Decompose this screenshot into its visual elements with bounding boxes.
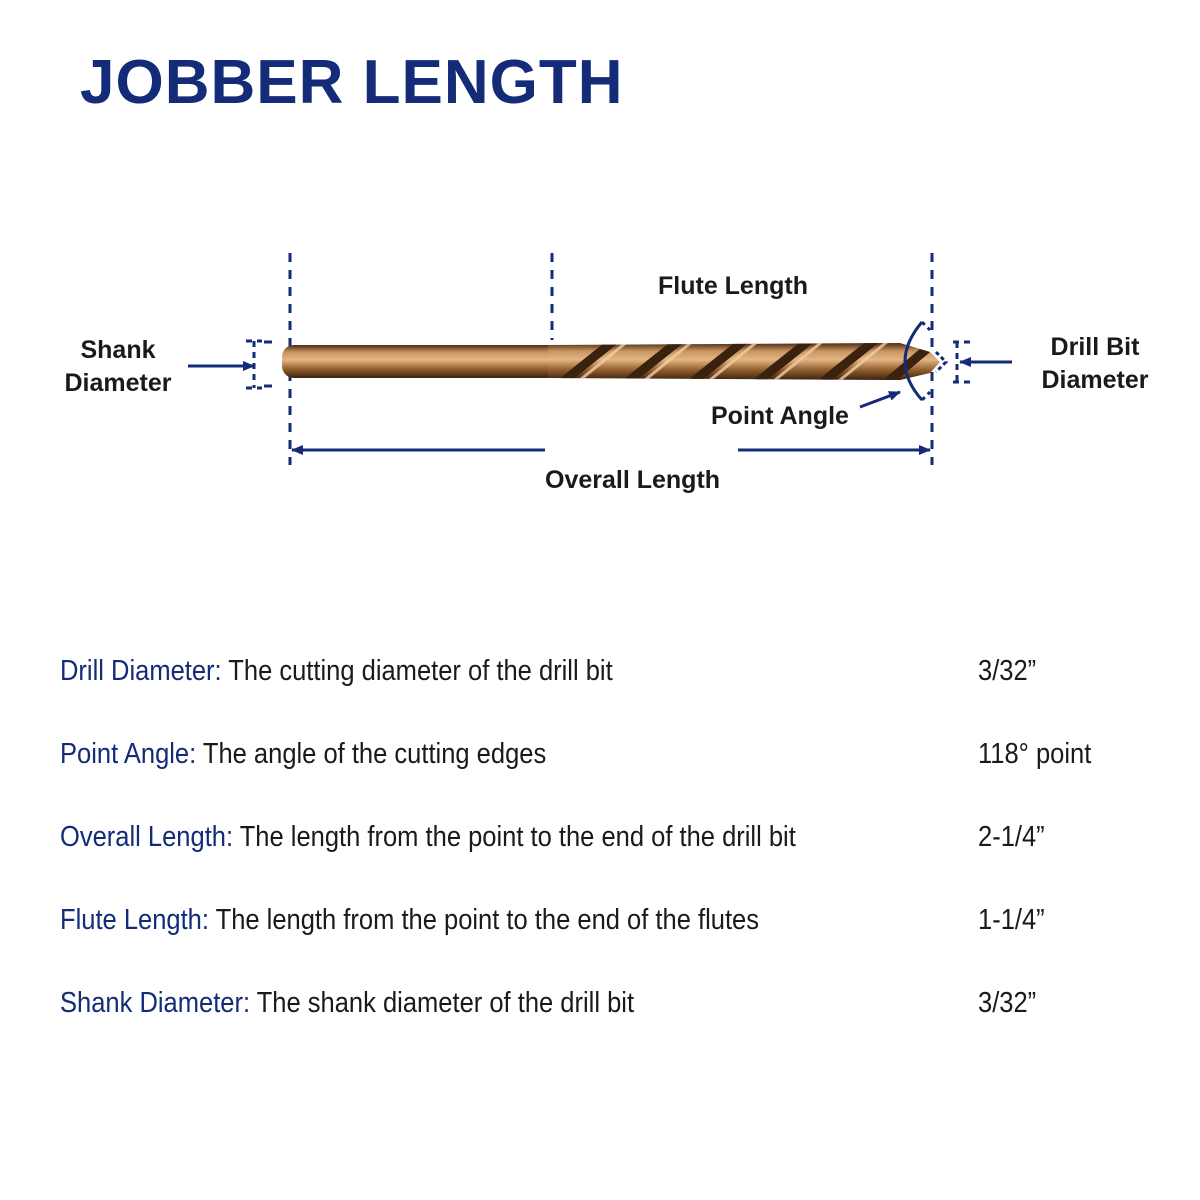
spec-description: The angle of the cutting edges <box>202 738 547 770</box>
spec-description: The length from the point to the end of the drill bit <box>239 821 796 853</box>
spec-term: Drill Diameter: <box>60 655 222 687</box>
spec-term: Overall Length: <box>60 821 234 853</box>
spec-value: 3/32” <box>978 655 1037 687</box>
spec-row-shank-diameter <box>60 980 1160 1063</box>
spec-row-overall-length <box>60 814 1160 897</box>
drill-bit-diameter-bracket <box>953 342 1012 382</box>
shank-diameter-label-line2: Diameter <box>64 369 172 397</box>
spec-row-flute-length <box>60 897 1160 980</box>
spec-term: Flute Length: <box>60 904 209 936</box>
spec-description: The length from the point to the end of the flutes <box>215 904 759 936</box>
spec-term: Shank Diameter: <box>60 987 251 1019</box>
spec-description: The shank diameter of the drill bit <box>256 987 635 1019</box>
spec-list <box>60 648 1160 1063</box>
flute-length-label: Flute Length <box>658 272 808 300</box>
page-title: JOBBER LENGTH <box>80 48 624 117</box>
spec-row-drill-diameter <box>60 648 1160 731</box>
shank-diameter-label-line1: Shank <box>80 336 156 364</box>
point-angle-label: Point Angle <box>711 402 849 430</box>
drill-bit-diameter-label-line2: Diameter <box>1041 366 1149 394</box>
spec-value: 3/32” <box>978 987 1037 1019</box>
overall-length-label: Overall Length <box>545 466 721 494</box>
shank-diameter-label <box>58 334 178 400</box>
spec-value: 118° point <box>978 738 1092 770</box>
spec-row-point-angle <box>60 731 1160 814</box>
drill-shank <box>282 345 572 378</box>
drill-flutes <box>548 340 940 380</box>
spec-value: 2-1/4” <box>978 821 1045 853</box>
drill-bit-diameter-label-line1: Drill Bit <box>1050 333 1140 361</box>
point-angle-arrow <box>860 392 900 407</box>
drill-bit-diameter-label <box>1034 331 1156 397</box>
spec-value: 1-1/4” <box>978 904 1045 936</box>
shank-diameter-bracket <box>188 341 272 388</box>
spec-description: The cutting diameter of the drill bit <box>228 655 613 687</box>
spec-term: Point Angle: <box>60 738 197 770</box>
